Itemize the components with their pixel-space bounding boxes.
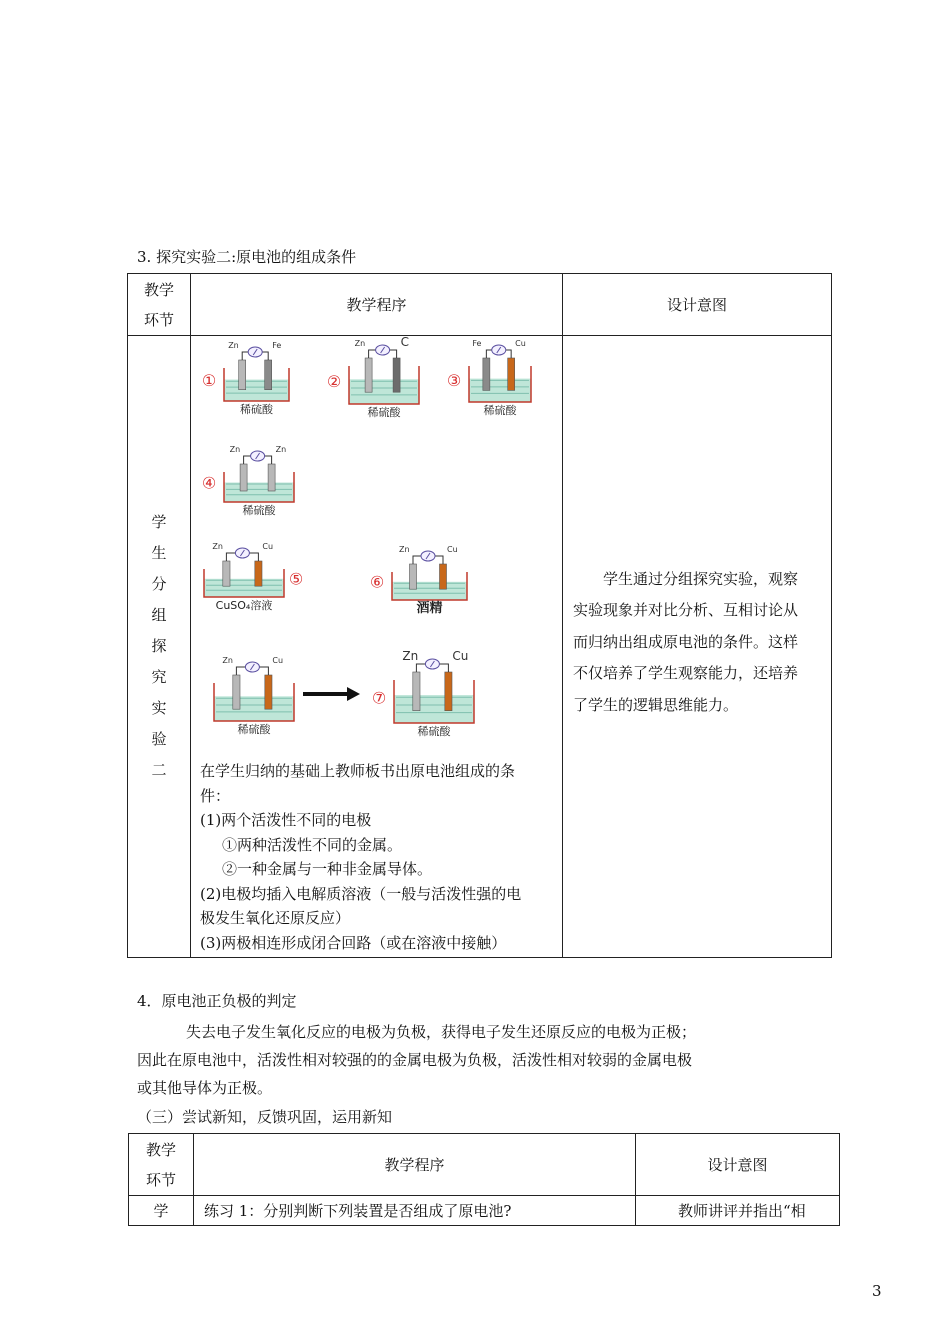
left-electrode xyxy=(483,358,490,390)
solution xyxy=(469,379,531,402)
conditions-text xyxy=(200,759,521,955)
solution-label: 酒精 xyxy=(416,601,443,616)
stage-vertical-text xyxy=(128,507,190,786)
intent-cell xyxy=(563,336,832,958)
cell-diagram xyxy=(210,655,300,735)
right-electrode-label: Cu xyxy=(447,545,458,554)
left-electrode xyxy=(240,464,247,491)
right-arrow-icon xyxy=(303,687,361,701)
left-electrode xyxy=(233,675,240,709)
stage-char: 组 xyxy=(151,606,167,624)
condition-line: ②一种金属与一种非金属导体。 xyxy=(222,860,433,878)
galvanic-cell-figure xyxy=(200,444,300,516)
right-electrode-label: Cu xyxy=(262,542,274,551)
right-electrode xyxy=(445,672,452,711)
right-electrode xyxy=(393,358,400,392)
solution-label: 稀硫酸 xyxy=(237,723,271,736)
cell-diagram xyxy=(368,544,473,614)
condition-line: 极发生氧化还原反应） xyxy=(200,909,351,927)
left-electrode xyxy=(223,561,230,586)
galvanic-cell-figure xyxy=(210,655,300,735)
right-electrode-label: Fe xyxy=(272,341,282,350)
header-stage-line2: 环节 xyxy=(143,310,174,329)
galvanic-cell-figure xyxy=(200,340,295,415)
circled-number: ① xyxy=(201,371,217,391)
solution xyxy=(349,379,419,404)
right-electrode-label: Cu xyxy=(272,656,284,665)
section-heading: 3. 探究实验二:原电池的组成条件 xyxy=(137,248,357,266)
solution xyxy=(224,380,289,401)
section4-line3: 或其他导体为正极。 xyxy=(137,1079,273,1097)
section4-line1: 失去电子发生氧化反应的电极为负极，获得电子发生还原反应的电极为正极； xyxy=(186,1023,697,1041)
left-electrode-label: Zn xyxy=(399,545,410,554)
t2-header-stage-line2: 环节 xyxy=(145,1170,176,1189)
cell-diagram xyxy=(325,335,425,419)
solution-label: 稀硫酸 xyxy=(367,406,401,419)
condition-line: ①两种活泼性不同的金属。 xyxy=(222,835,403,854)
stage-char: 生 xyxy=(151,544,167,562)
solution-label: CuSO₄溶液 xyxy=(215,599,273,612)
left-electrode-label: Fe xyxy=(472,339,482,348)
cell-diagram xyxy=(200,444,300,516)
condition-line: (1)两个活泼性不同的电极 xyxy=(200,811,372,829)
t2-intent-cell: 教师讲评并指出“相 xyxy=(636,1196,840,1226)
intent-line: 实验现象并对比分析、互相讨论从 xyxy=(573,601,799,620)
stage-char: 实 xyxy=(151,699,167,717)
solution xyxy=(214,696,294,721)
solution xyxy=(224,483,294,503)
left-electrode-label: Zn xyxy=(212,542,223,551)
right-electrode xyxy=(265,360,272,390)
left-electrode xyxy=(413,672,420,711)
intent-line: 而归纳出组成原电池的条件。这样 xyxy=(573,632,799,651)
right-electrode xyxy=(268,464,275,491)
cell-diagram xyxy=(370,649,480,738)
stage-cell xyxy=(128,336,191,958)
solution xyxy=(204,579,284,597)
condition-line: (3)两极相连形成闭合回路（或在溶液中接触） xyxy=(200,933,507,952)
solution-label: 稀硫酸 xyxy=(242,504,276,517)
circled-number: ⑤ xyxy=(288,569,304,589)
galvanic-cell-figure xyxy=(370,649,480,738)
stage-char: 二 xyxy=(151,761,167,779)
cell-diagram xyxy=(200,340,295,415)
page-number: 3 xyxy=(872,1282,882,1300)
condition-line: (2)电极均插入电解质溶液（一般与活泼性强的电 xyxy=(200,884,522,903)
t2-procedure-cell: 练习 1：分别判断下列装置是否组成了原电池? xyxy=(194,1196,636,1226)
t2-header-stage xyxy=(129,1134,194,1196)
left-electrode xyxy=(239,360,246,390)
left-electrode-label: Zn xyxy=(222,656,233,665)
circled-number: ⑥ xyxy=(369,572,385,592)
t2-header-stage-line1: 教学 xyxy=(145,1140,176,1159)
solution-label: 稀硫酸 xyxy=(240,403,273,416)
cell-diagram xyxy=(445,338,537,416)
section4-heading: 4．原电池正负极的判定 xyxy=(137,992,297,1010)
right-electrode-label: C xyxy=(400,335,409,349)
header-procedure: 教学程序 xyxy=(191,274,563,336)
intent-text xyxy=(563,564,831,722)
circled-number: ④ xyxy=(201,473,217,493)
stage-char: 分 xyxy=(151,575,167,593)
solution xyxy=(394,695,474,723)
t2-header-procedure: 教学程序 xyxy=(194,1134,636,1196)
t2-header-intent: 设计意图 xyxy=(636,1134,840,1196)
circled-number: ② xyxy=(326,371,342,391)
left-electrode-label: Zn xyxy=(228,341,239,350)
section5-heading: （三）尝试新知，反馈巩固，运用新知 xyxy=(137,1108,393,1126)
cell-diagram xyxy=(200,541,310,611)
galvanic-cell-figure xyxy=(200,541,310,611)
right-electrode xyxy=(265,675,272,709)
stage-char: 学 xyxy=(151,513,167,531)
header-stage-line1: 教学 xyxy=(143,280,174,299)
header-stage xyxy=(128,274,191,336)
intent-line: 了学生的逻辑思维能力。 xyxy=(573,695,739,714)
galvanic-cell-figure xyxy=(325,335,425,419)
circled-number: ⑦ xyxy=(371,688,387,708)
section4-line2: 因此在原电池中，活泼性相对较强的的金属电极为负极，活泼性相对较弱的金属电极 xyxy=(137,1051,693,1069)
stage-char: 探 xyxy=(151,637,167,655)
intent-line: 不仅培养了学生观察能力，还培养 xyxy=(573,664,799,683)
condition-line: 在学生归纳的基础上教师板书出原电池组成的条 xyxy=(200,762,516,780)
right-electrode xyxy=(255,561,262,586)
stage-char: 究 xyxy=(151,668,167,686)
stage-char: 验 xyxy=(151,730,167,748)
galvanic-cell-figure xyxy=(368,544,473,614)
solution xyxy=(392,582,467,600)
galvanic-cell-figure xyxy=(445,338,537,416)
solution-label: 稀硫酸 xyxy=(483,404,517,417)
right-electrode xyxy=(440,564,447,589)
condition-line: 件： xyxy=(200,786,231,805)
header-intent: 设计意图 xyxy=(563,274,832,336)
left-electrode-label: Zn xyxy=(354,339,366,348)
solution-label: 稀硫酸 xyxy=(417,725,451,738)
right-electrode-label: Cu xyxy=(452,649,469,663)
right-electrode-label: Cu xyxy=(515,339,526,348)
practice-table xyxy=(128,1133,840,1226)
right-electrode-label: Zn xyxy=(275,445,287,454)
t2-stage-cell: 学 xyxy=(129,1196,194,1226)
circled-number: ③ xyxy=(446,370,462,390)
left-electrode-label: Zn xyxy=(402,649,419,663)
right-electrode xyxy=(508,358,515,390)
left-electrode xyxy=(365,358,372,392)
intent-line: 学生通过分组探究实验，观察 xyxy=(603,569,799,588)
left-electrode xyxy=(410,564,417,589)
left-electrode-label: Zn xyxy=(229,445,241,454)
